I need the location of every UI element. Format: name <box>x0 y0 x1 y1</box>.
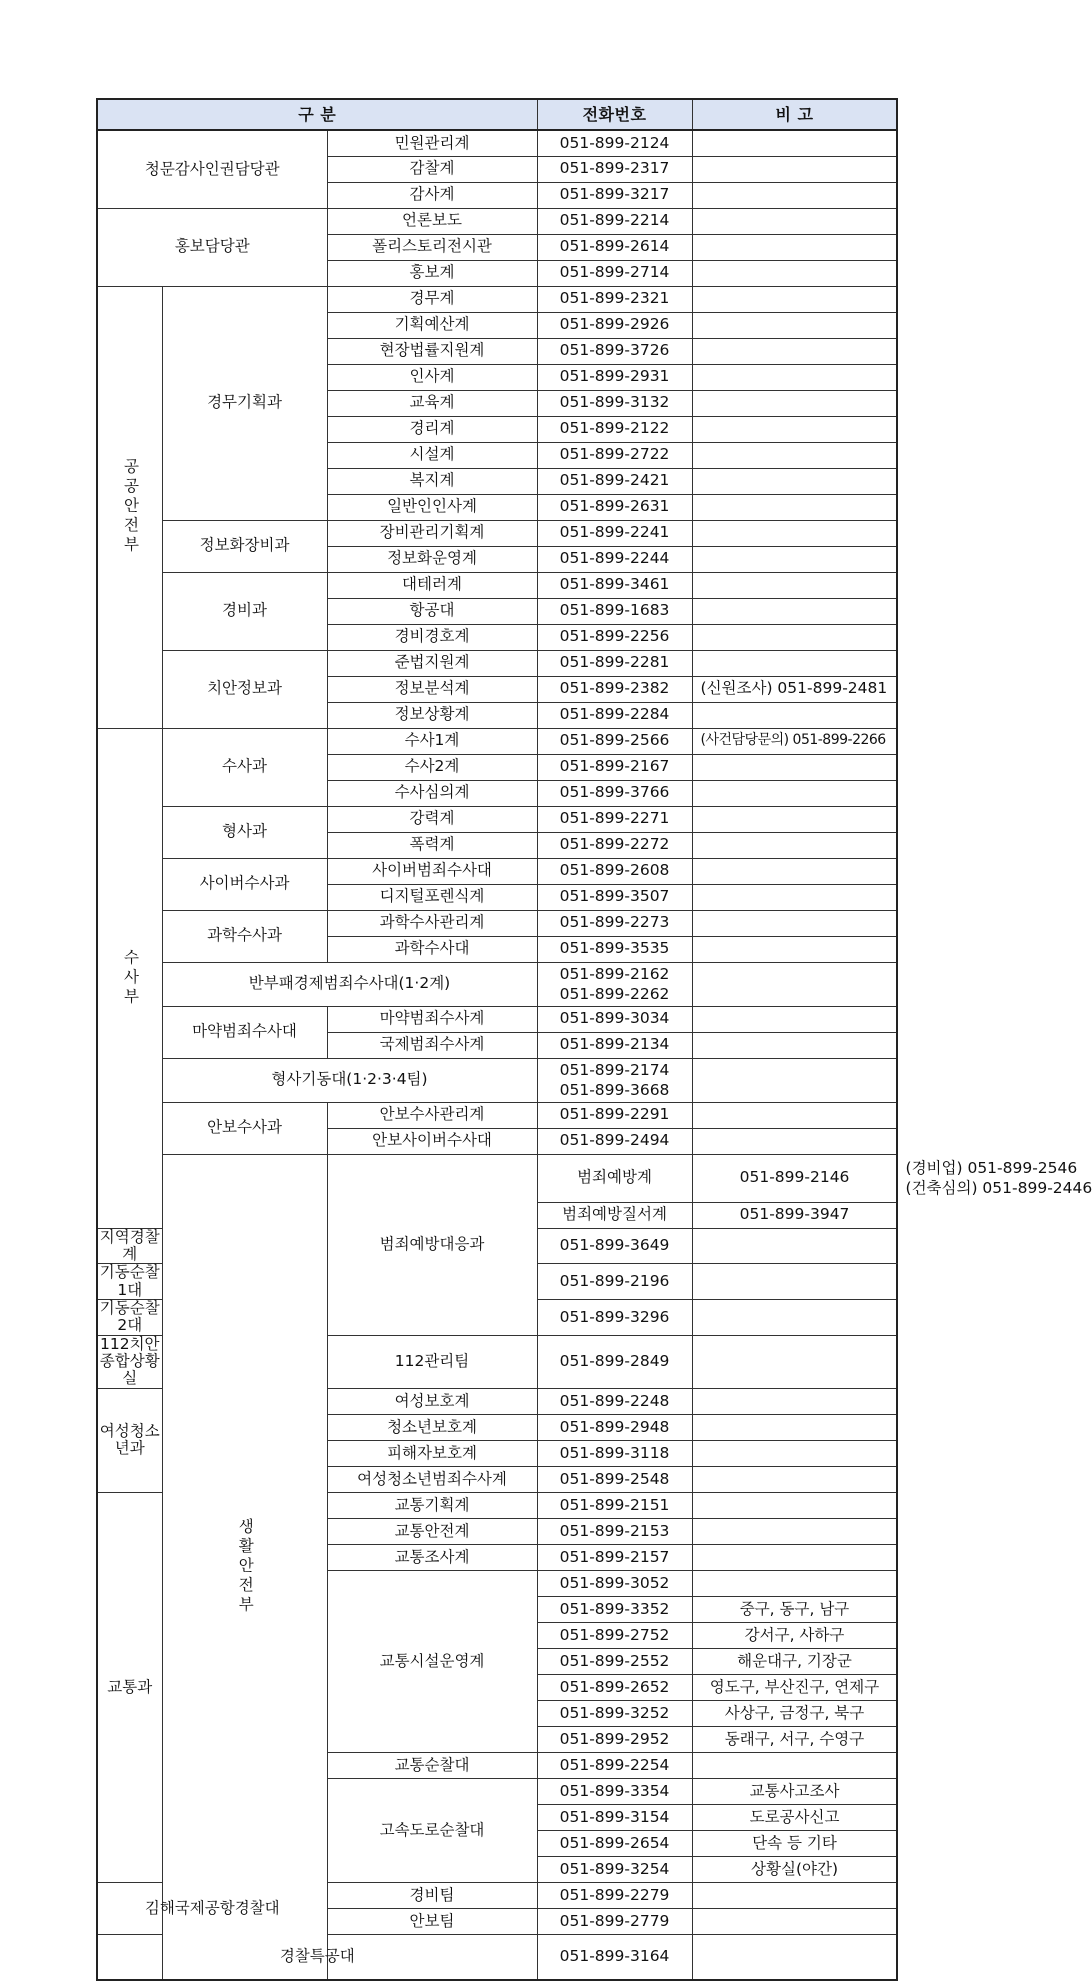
team-cell: 폭력계 <box>327 832 537 858</box>
phone-cell: 051-899-2248 <box>537 1388 692 1414</box>
header-note: 비 고 <box>692 99 897 130</box>
note-cell <box>692 1518 897 1544</box>
dept-cell: 마약범죄수사대 <box>162 1006 327 1058</box>
dept-cell: 치안정보과 <box>162 650 327 728</box>
dept-cell: 여성청소년과 <box>97 1388 162 1492</box>
phone-cell: 051-899-2153 <box>537 1518 692 1544</box>
phone-cell: 051-899-3726 <box>537 338 692 364</box>
phone-line: 051-899-2174 <box>559 1061 670 1079</box>
table-row <box>97 962 897 1006</box>
note-cell <box>692 1264 897 1300</box>
team-cell: 지역경찰계 <box>97 1228 162 1264</box>
team-cell: 현장법률지원계 <box>327 338 537 364</box>
note-cell <box>692 130 897 156</box>
phone-cell: 051-899-2421 <box>537 468 692 494</box>
table-row <box>97 1006 897 1032</box>
phone-cell: 051-899-2214 <box>537 208 692 234</box>
dept-cell: 경무기획과 <box>162 286 327 520</box>
phone-cell: 051-899-2654 <box>537 1830 692 1856</box>
team-cell: 여성청소년범죄수사계 <box>327 1466 537 1492</box>
phone-cell: 051-899-2122 <box>537 416 692 442</box>
team-cell: 고속도로순찰대 <box>327 1778 537 1882</box>
phone-cell: 051-899-2254 <box>537 1752 692 1778</box>
note-cell: 단속 등 기타 <box>692 1830 897 1856</box>
dept-cell: 112치안종합상황실 <box>97 1335 162 1388</box>
bureau-label: 수사부 <box>97 728 162 1228</box>
main-unit: 홍보담당관 <box>97 208 327 286</box>
note-cell <box>692 832 897 858</box>
phone-cell: 051-899-2752 <box>537 1622 692 1648</box>
team-cell: 범죄예방계 <box>537 1154 692 1202</box>
note-cell <box>692 286 897 312</box>
team-cell: 대테러계 <box>327 572 537 598</box>
phone-cell: 051-899-2279 <box>537 1882 692 1908</box>
phone-cell: 051-899-2281 <box>537 650 692 676</box>
phone-cell: 051-899-3947 <box>692 1202 897 1228</box>
note-cell <box>692 338 897 364</box>
note-cell <box>692 1882 897 1908</box>
phone-cell: 051-899-2849 <box>537 1335 692 1388</box>
note-cell: 해운대구, 기장군 <box>692 1648 897 1674</box>
team-cell: 국제범죄수사계 <box>327 1032 537 1058</box>
note-cell <box>692 702 897 728</box>
note-cell <box>692 1492 897 1518</box>
team-cell: 장비관리기획계 <box>327 520 537 546</box>
header-phone: 전화번호 <box>537 99 692 130</box>
phone-cell: 051-899-2151 <box>537 1492 692 1518</box>
team-cell: 폴리스토리전시관 <box>327 234 537 260</box>
dept-cell: 안보수사과 <box>162 1102 327 1154</box>
phone-cell: 051-899-2317 <box>537 156 692 182</box>
team-cell: 정보상황계 <box>327 702 537 728</box>
phone-line: 051-899-2162 <box>559 965 670 983</box>
team-cell: 디지털포렌식계 <box>327 884 537 910</box>
phone-cell: 051-899-3118 <box>537 1440 692 1466</box>
note-cell <box>692 806 897 832</box>
note-cell <box>692 260 897 286</box>
team-cell: 시설계 <box>327 442 537 468</box>
team-cell: 기획예산계 <box>327 312 537 338</box>
phone-cell: 051-899-3352 <box>537 1596 692 1622</box>
team-cell: 경무계 <box>327 286 537 312</box>
table-row <box>97 1058 897 1102</box>
team-cell: 홍보계 <box>327 260 537 286</box>
note-cell <box>692 1006 897 1032</box>
note-cell <box>692 156 897 182</box>
phone-cell: 051-899-2146 <box>692 1154 897 1202</box>
note-cell <box>692 1934 897 1980</box>
note-cell <box>692 546 897 572</box>
phone-line: 051-899-2262 <box>559 985 670 1003</box>
note-cell <box>692 1544 897 1570</box>
table-row <box>97 1934 897 1980</box>
team-cell: 교통순찰대 <box>327 1752 537 1778</box>
phone-cell: 051-899-3052 <box>537 1570 692 1596</box>
phone-cell: 051-899-3766 <box>537 780 692 806</box>
note-cell <box>692 1570 897 1596</box>
team-cell: 일반인인사계 <box>327 494 537 520</box>
phone-cell: 051-899-2382 <box>537 676 692 702</box>
note-cell <box>692 390 897 416</box>
phone-cell: 051-899-3034 <box>537 1006 692 1032</box>
team-cell: 교통조사계 <box>327 1544 537 1570</box>
dept-cell: 수사과 <box>162 728 327 806</box>
team-cell: 피해자보호계 <box>327 1440 537 1466</box>
main-unit: 김해국제공항경찰대 <box>97 1882 327 1934</box>
team-cell: 사이버범죄수사대 <box>327 858 537 884</box>
team-cell: 언론보도 <box>327 208 537 234</box>
team-cell: 청소년보호계 <box>327 1414 537 1440</box>
team-cell: 안보팀 <box>327 1908 537 1934</box>
team-cell: 준법지원계 <box>327 650 537 676</box>
phone-cell: 051-899-2552 <box>537 1648 692 1674</box>
phone-cell: 051-899-2952 <box>537 1726 692 1752</box>
phone-cell: 051-899-3154 <box>537 1804 692 1830</box>
note-cell <box>692 962 897 1006</box>
note-cell <box>692 182 897 208</box>
note-cell <box>692 234 897 260</box>
note-cell: (사건담당문의) 051-899-2266 <box>692 728 897 754</box>
note-cell <box>692 1128 897 1154</box>
dept-cell: 과학수사과 <box>162 910 327 962</box>
phone-cell: 051-899-2948 <box>537 1414 692 1440</box>
team-cell: 과학수사관리계 <box>327 910 537 936</box>
table-row <box>97 728 897 754</box>
phone-cell: 051-899-2566 <box>537 728 692 754</box>
team-cell: 강력계 <box>327 806 537 832</box>
phone-cell: 051-899-2271 <box>537 806 692 832</box>
note-cell <box>692 416 897 442</box>
team-cell: 과학수사대 <box>327 936 537 962</box>
team-cell: 경비팀 <box>327 1882 537 1908</box>
phone-cell: 051-899-2291 <box>537 1102 692 1128</box>
phone-cell: 051-899-2256 <box>537 624 692 650</box>
team-cell: 교통안전계 <box>327 1518 537 1544</box>
main-unit: 청문감사인권담당관 <box>97 130 327 208</box>
phone-cell: 051-899-2926 <box>537 312 692 338</box>
table-header-row <box>97 99 897 130</box>
team-cell: 교통기획계 <box>327 1492 537 1518</box>
table-row <box>97 572 897 598</box>
phone-cell: 051-899-2652 <box>537 1674 692 1700</box>
team-cell: 기동순찰2대 <box>97 1299 162 1335</box>
note-cell <box>692 1335 897 1388</box>
note-cell: 강서구, 사하구 <box>692 1622 897 1648</box>
table-row <box>97 286 897 312</box>
note-cell <box>692 1908 897 1934</box>
dept-cell: 형사기동대(1·2·3·4팀) <box>162 1058 537 1102</box>
note-cell <box>692 208 897 234</box>
phone-line: 051-899-3668 <box>559 1081 670 1099</box>
team-cell: 안보사이버수사대 <box>327 1128 537 1154</box>
note-cell <box>692 936 897 962</box>
note-cell <box>692 312 897 338</box>
table-row <box>97 520 897 546</box>
phone-cell: 051-899-2931 <box>537 364 692 390</box>
dept-cell: 정보화장비과 <box>162 520 327 572</box>
bureau-label: 생활안전부 <box>162 1154 327 1980</box>
table-row <box>97 1882 897 1908</box>
note-cell <box>692 442 897 468</box>
note-cell <box>692 650 897 676</box>
dept-cell: 반부패경제범죄수사대(1·2계) <box>162 962 537 1006</box>
team-cell: 감찰계 <box>327 156 537 182</box>
team-cell: 복지계 <box>327 468 537 494</box>
note-cell <box>692 1440 897 1466</box>
phone-cell: 051-899-2241 <box>537 520 692 546</box>
team-cell: 감사계 <box>327 182 537 208</box>
phone-cell: 051-899-2494 <box>537 1128 692 1154</box>
phone-cell <box>537 1058 692 1102</box>
phone-cell: 051-899-2321 <box>537 286 692 312</box>
note-cell <box>692 1752 897 1778</box>
note-cell <box>692 884 897 910</box>
note-cell <box>692 1466 897 1492</box>
note-cell <box>692 572 897 598</box>
note-cell <box>692 494 897 520</box>
phone-cell: 051-899-3461 <box>537 572 692 598</box>
team-cell: 수사1계 <box>327 728 537 754</box>
note-cell <box>692 754 897 780</box>
phone-cell: 051-899-2722 <box>537 442 692 468</box>
note-cell: 교통사고조사 <box>692 1778 897 1804</box>
team-cell: 경리계 <box>327 416 537 442</box>
phone-cell: 051-899-3132 <box>537 390 692 416</box>
phone-cell: 051-899-2614 <box>537 234 692 260</box>
phone-cell: 051-899-3354 <box>537 1778 692 1804</box>
phone-cell <box>537 962 692 1006</box>
phone-cell: 051-899-2284 <box>537 702 692 728</box>
dept-cell: 범죄예방대응과 <box>327 1154 537 1335</box>
table-row: 생활안전부 범죄예방대응과 범죄예방계 051-899-2146 (경비업) 051-899-2546 (건축심의) 051-899-2446 <box>97 1154 897 1202</box>
header-section: 구 분 <box>97 99 537 130</box>
phone-cell: 051-899-3254 <box>537 1856 692 1882</box>
phone-cell: 051-899-3164 <box>537 1934 692 1980</box>
note-cell <box>692 910 897 936</box>
main-unit: 경찰특공대 <box>97 1934 537 1980</box>
dept-cell: 사이버수사과 <box>162 858 327 910</box>
note-cell <box>692 858 897 884</box>
table-row <box>97 130 897 156</box>
team-cell: 정보화운영계 <box>327 546 537 572</box>
dept-cell: 형사과 <box>162 806 327 858</box>
phone-cell: 051-899-2548 <box>537 1466 692 1492</box>
note-cell: 중구, 동구, 남구 <box>692 1596 897 1622</box>
phone-cell: 051-899-3649 <box>537 1228 692 1264</box>
team-cell: 항공대 <box>327 598 537 624</box>
note-cell <box>692 1299 897 1335</box>
note-cell <box>692 1414 897 1440</box>
note-cell: 상황실(야간) <box>692 1856 897 1882</box>
table-row <box>97 1102 897 1128</box>
note-cell <box>692 1032 897 1058</box>
team-cell: 여성보호계 <box>327 1388 537 1414</box>
team-cell: 교육계 <box>327 390 537 416</box>
note-cell <box>692 624 897 650</box>
team-cell: 안보수사관리계 <box>327 1102 537 1128</box>
table-row <box>97 208 897 234</box>
note-cell <box>692 468 897 494</box>
bureau-label: 공공안전부 <box>97 286 162 728</box>
team-cell: 마약범죄수사계 <box>327 1006 537 1032</box>
team-cell: 정보분석계 <box>327 676 537 702</box>
phone-cell: 051-899-2714 <box>537 260 692 286</box>
phone-cell: 051-899-2244 <box>537 546 692 572</box>
phone-cell: 051-899-2273 <box>537 910 692 936</box>
table-row <box>97 806 897 832</box>
dept-cell: 경비과 <box>162 572 327 650</box>
phone-cell: 051-899-3252 <box>537 1700 692 1726</box>
note-cell <box>692 1102 897 1128</box>
phone-cell: 051-899-3507 <box>537 884 692 910</box>
team-cell: 기동순찰1대 <box>97 1264 162 1300</box>
phone-directory-table <box>96 98 1092 1981</box>
team-cell: 수사2계 <box>327 754 537 780</box>
note-cell <box>692 520 897 546</box>
note-cell <box>692 598 897 624</box>
table-row <box>97 650 897 676</box>
phone-cell: 051-899-3296 <box>537 1299 692 1335</box>
team-cell: 교통시설운영계 <box>327 1570 537 1752</box>
note-cell <box>692 1228 897 1264</box>
note-cell <box>692 364 897 390</box>
team-cell: 경비경호계 <box>327 624 537 650</box>
dept-cell: 교통과 <box>97 1492 162 1882</box>
phone-cell: 051-899-2631 <box>537 494 692 520</box>
team-cell: 인사계 <box>327 364 537 390</box>
team-cell: 민원관리계 <box>327 130 537 156</box>
note-cell: 영도구, 부산진구, 연제구 <box>692 1674 897 1700</box>
phone-cell: 051-899-2196 <box>537 1264 692 1300</box>
team-cell: 수사심의계 <box>327 780 537 806</box>
note-cell: 도로공사신고 <box>692 1804 897 1830</box>
note-cell <box>692 780 897 806</box>
phone-cell: 051-899-2779 <box>537 1908 692 1934</box>
phone-cell: 051-899-2157 <box>537 1544 692 1570</box>
phone-cell: 051-899-3535 <box>537 936 692 962</box>
phone-cell: 051-899-2167 <box>537 754 692 780</box>
note-cell: 사상구, 금정구, 북구 <box>692 1700 897 1726</box>
team-cell: 범죄예방질서계 <box>537 1202 692 1228</box>
note-cell: 동래구, 서구, 수영구 <box>692 1726 897 1752</box>
note-cell: (신원조사) 051-899-2481 <box>692 676 897 702</box>
table-row <box>97 858 897 884</box>
note-cell <box>692 1388 897 1414</box>
phone-cell: 051-899-2608 <box>537 858 692 884</box>
team-cell: 112관리팀 <box>327 1335 537 1388</box>
phone-cell: 051-899-2272 <box>537 832 692 858</box>
note-cell <box>692 1058 897 1102</box>
phone-cell: 051-899-2134 <box>537 1032 692 1058</box>
phone-cell: 051-899-3217 <box>537 182 692 208</box>
table-row <box>97 910 897 936</box>
phone-cell: 051-899-1683 <box>537 598 692 624</box>
phone-cell: 051-899-2124 <box>537 130 692 156</box>
